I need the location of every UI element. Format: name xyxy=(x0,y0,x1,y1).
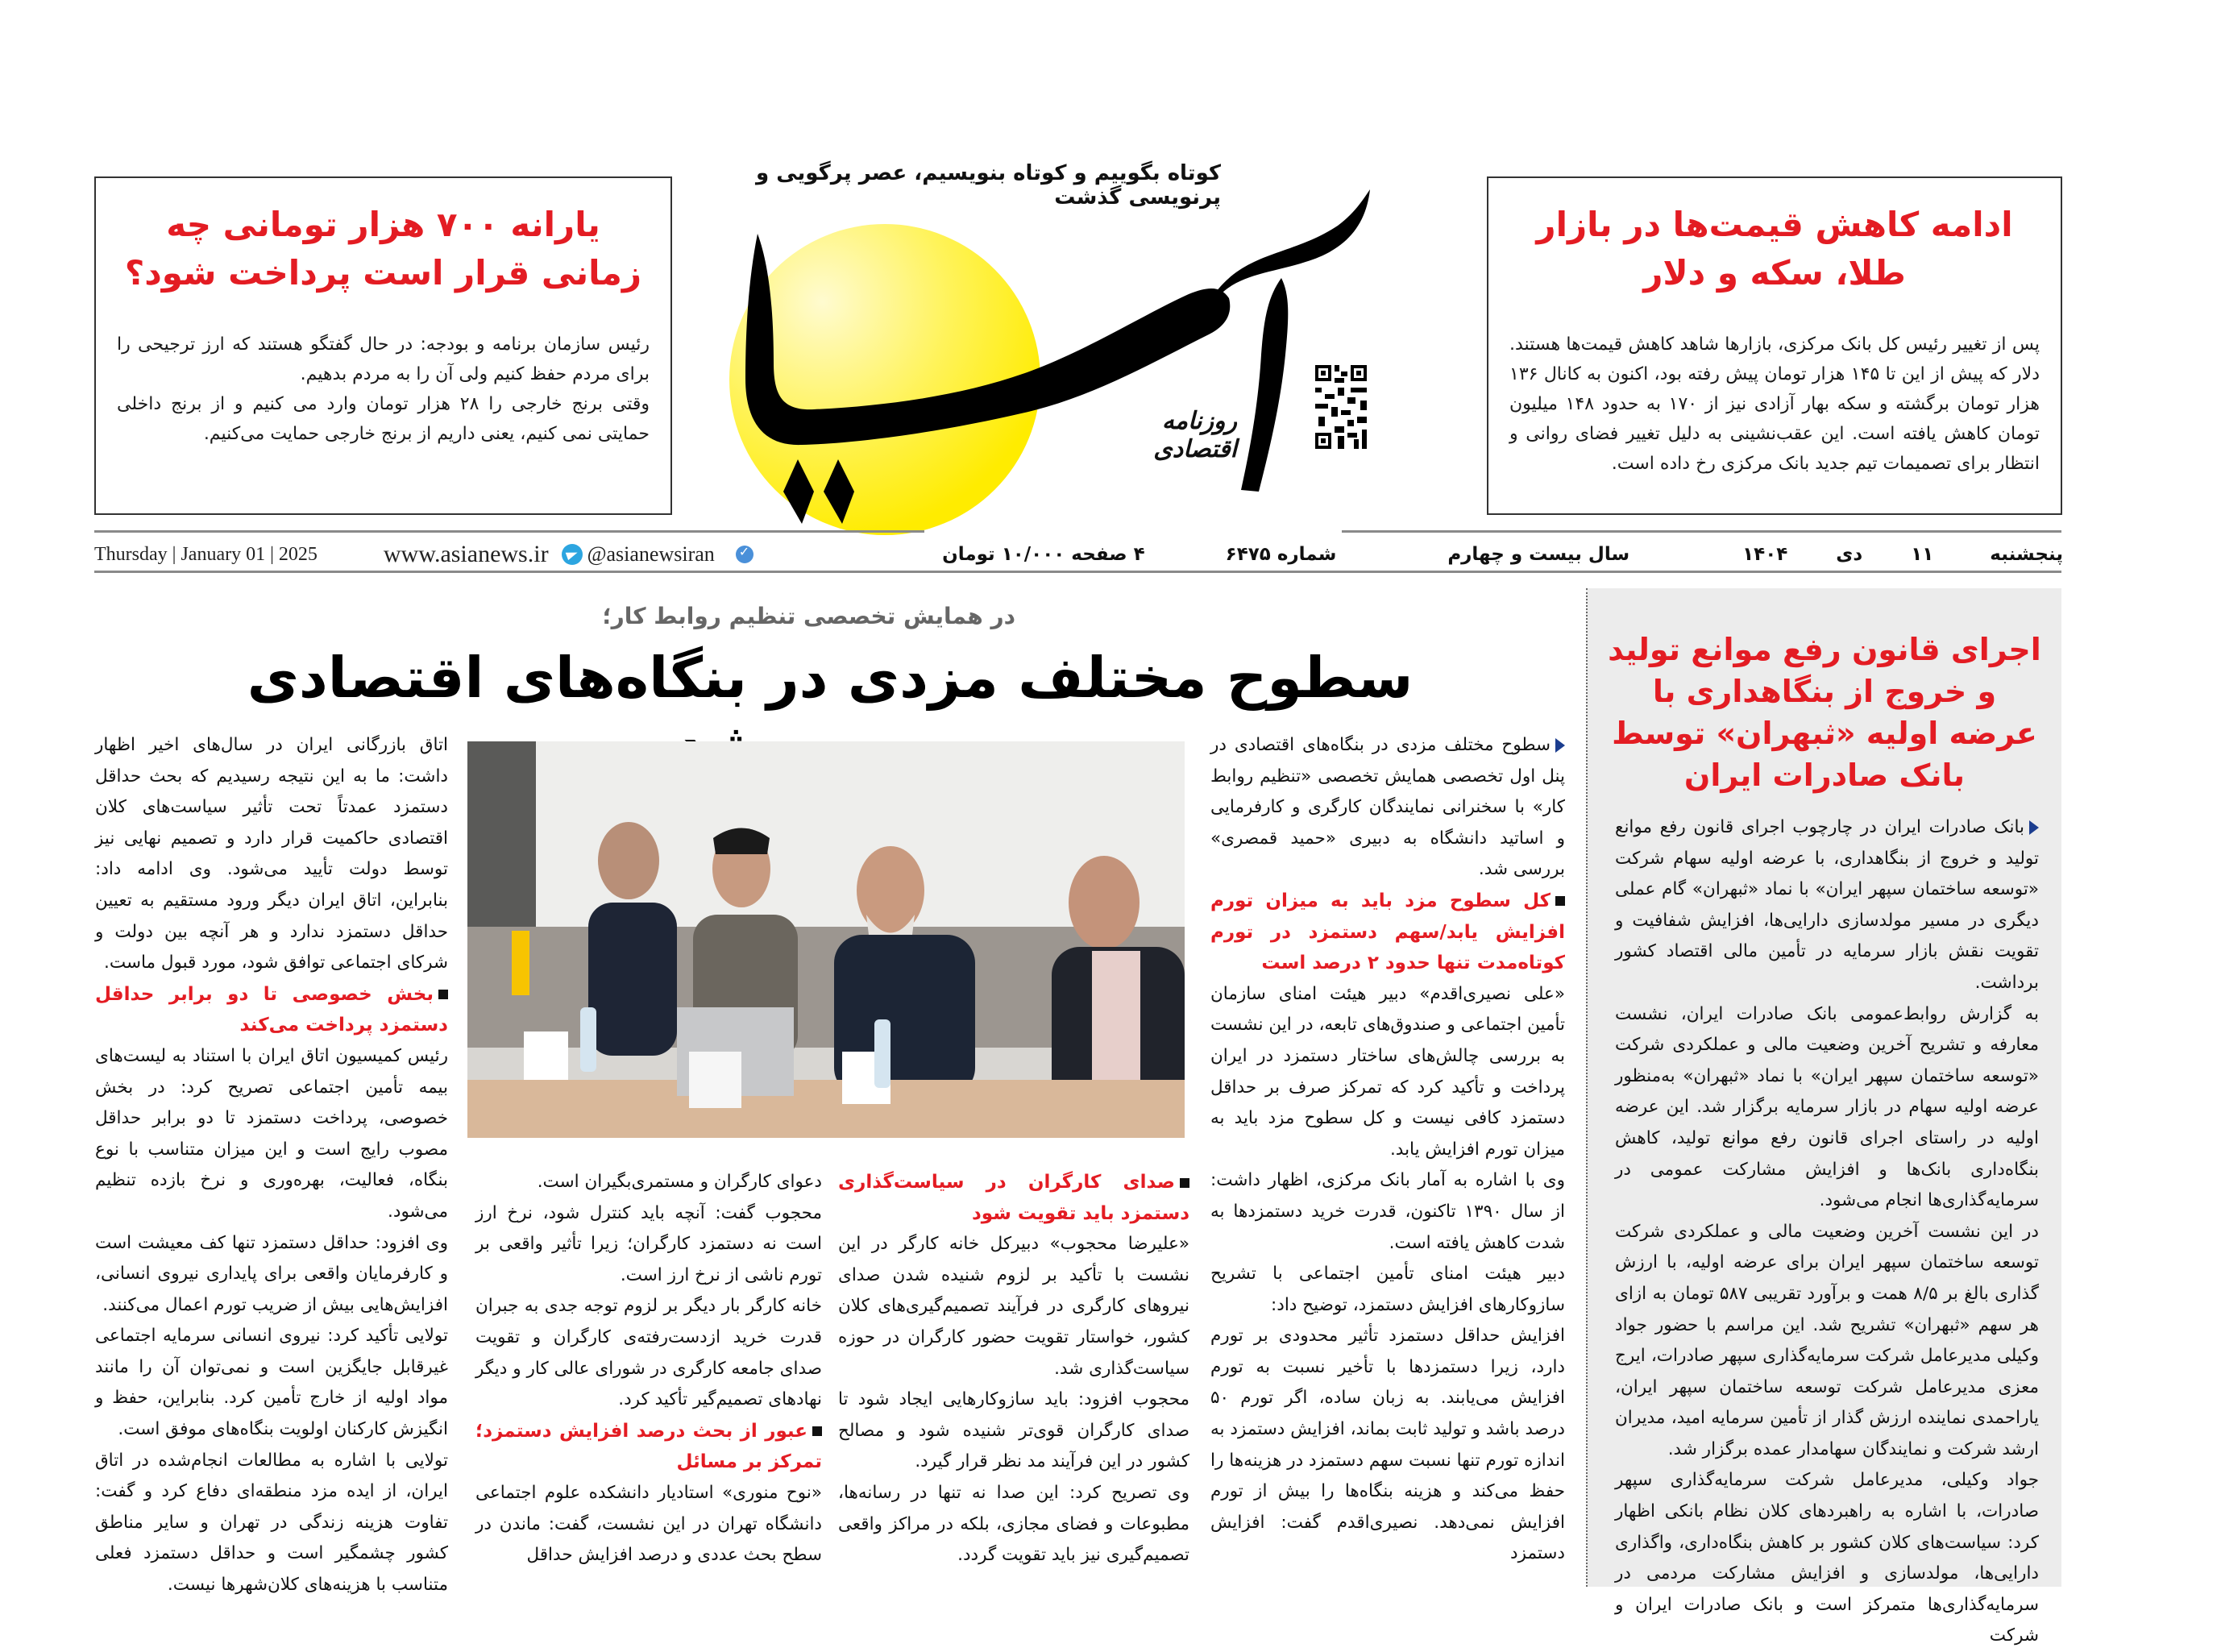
paragraph: دبیر هیئت امنای تأمین اجتماعی با تشریح سازوکارهای افزایش دستمزد، توضیح داد: xyxy=(1210,1264,1565,1315)
sidebar-title: اجرای قانون رفع موانع تولید و خروج از بنگاهداری با عرضه اولیه «ثبهران» توسط بانک صادرات ایران xyxy=(1608,632,2041,793)
panel-photo-image xyxy=(467,741,1185,1138)
logo-dot xyxy=(824,459,854,524)
qr-code-icon[interactable] xyxy=(1315,365,1367,449)
infobar-left xyxy=(94,538,753,571)
paragraph: اتاق بازرگانی ایران در سال‌های اخیر اظهار داشت: ما به این نتیجه رسیدیم که بحث حداقل دستمزد عمدتاً تحت تأثیر سیاست‌های کلان اقتصادی حاکمیت قرار دارد و تصمیم نهایی نیز توسط دولت تأیید می‌شود. وی ادامه داد: بنابراین، اتاق ایران دیگر ورود مستقیم به تعیین حداقل دستمزد ندارد و هر آنچه بین دولت و شرکای اجتماعی توافق شود، مورد قبول ماست. xyxy=(95,735,448,973)
verified-badge-icon xyxy=(736,546,753,563)
box-title: ادامه کاهش قیمت‌ها در بازار طلا، سکه و دلار xyxy=(1536,205,2013,293)
paragraph: تولایی تأکید کرد: نیروی انسانی سرمایه اجتماعی غیرقابل جایگزین است و نمی‌توان آن را مانند مواد اولیه از خارج تأمین کرد. بنابراین، حفظ و انگیزش کارکنان اولویت بنگاه‌های موفق است. xyxy=(95,1326,448,1440)
news-box-subsidy[interactable] xyxy=(94,176,672,515)
subheading: کل سطوح مزد باید به میزان تورم افزایش یابد/سهم دستمزد در تورم کوتاه‌مدت تنها حدود ۲ درصد است xyxy=(1210,890,1565,974)
paragraph: «نوح منوری» استادیار دانشکده علوم اجتماعی دانشگاه تهران در این نشست، گفت: ماندن در سطح بحث عددی و درصد افزایش حداقل xyxy=(475,1482,822,1566)
logo-subtitle: روزنامه اقتصادی xyxy=(1153,407,1237,463)
box-paragraph: وقتی برنج خارجی را ۲۸ هزار تومان وارد می کنیم و از برنج داخلی حمایتی نمی کنیم، یعنی داریم از برنج خارجی حمایت می‌کنیم. xyxy=(117,394,650,444)
subhead-square-icon xyxy=(1180,1178,1189,1188)
day: ۱۱ xyxy=(1911,544,1934,565)
telegram-handle[interactable]: @asianewsiran xyxy=(587,542,715,566)
box-body xyxy=(117,330,650,449)
infobar-right xyxy=(942,538,2063,571)
date-english: Thursday | January 01 | 2025 xyxy=(94,543,318,565)
pages-price: ۴ صفحه ۱۰/۰۰۰ تومان xyxy=(942,544,1145,565)
month: دی xyxy=(1836,544,1863,565)
paragraph: وی با اشاره به آمار بانک مرکزی، اظهار داشت: از سال ۱۳۹۰ تاکنون، قدرت خرید دستمزدها به شدت کاهش یافته است. xyxy=(1210,1170,1566,1253)
sidebar-body xyxy=(1588,812,2061,1652)
paragraph: بانک صادرات ایران در چارچوب اجرای قانون رفع موانع تولید و خروج از بنگاهداری، با عرضه اولیه سهام شرکت «توسعه ساختمان سپهر ایران» با نماد «ثبهران» گام عملی دیگری در مسیر مولدسازی دارایی‌ها، افزایش شفافیت و تقویت نقش بازار سرمایه در تأمین مالی اقتصاد کشور برداشت. xyxy=(1615,817,2039,993)
telegram-icon[interactable] xyxy=(562,544,583,565)
top-rule xyxy=(1342,530,2061,533)
sidebar-article[interactable] xyxy=(1586,588,2061,1646)
paragraph: محجوب گفت: آنچه باید کنترل شود، نرخ ارز است نه دستمزد کارگران؛ زیرا تأثیر واقعی بر تورم ناشی از نرخ ارز است. xyxy=(475,1202,822,1285)
article-column-3 xyxy=(475,1167,822,1571)
paragraph: «علی نصیری‌اقدم» دبیر هیئت امنای سازمان تأمین اجتماعی و صندوق‌های تابعه، در این نشست به بررسی چالش‌های ساختار دستمزد در ایران پرداخت و تأکید کرد که تمرکز صرف بر حداقل دستمزد کافی نیست و کل سطوح مزد باید به میزان تورم افزایش یابد. xyxy=(1210,983,1565,1160)
subheading: بخش خصوصی تا دو برابر حداقل دستمزد پرداخت می‌کند xyxy=(95,983,448,1036)
paragraph: خانه کارگر بار دیگر بر لزوم توجه جدی به جبران قدرت خرید ازدست‌رفته‌ی کارگران و تقویت صدای جامعه کارگری در شورای عالی کار و دیگر نهادهای تصمیم‌گیر تأکید کرد. xyxy=(475,1296,822,1410)
paragraph: وی تصریح کرد: این صدا نه تنها در رسانه‌ها، مطبوعات و فضای مجازی، بلکه در مراکز واقعی تصمیم‌گیری نیز باید تقویت گردد. xyxy=(838,1482,1189,1566)
bottom-rule xyxy=(94,571,2061,573)
article-column-2 xyxy=(838,1167,1189,1571)
weekday: پنجشنبه xyxy=(1990,544,2063,565)
issue-number: شماره ۶۴۷۵ xyxy=(1225,544,1337,565)
article-column-4 xyxy=(95,730,448,1601)
box-title: یارانه ۷۰۰ هزار تومانی چه زمانی قرار است پرداخت شود؟ xyxy=(124,205,642,293)
subhead-square-icon xyxy=(812,1426,822,1436)
article-column-1 xyxy=(1210,730,1565,1570)
logo-alef xyxy=(1241,278,1288,492)
subhead-square-icon xyxy=(1555,896,1565,906)
subheading: صدای کارگران در سیاست‌گذاری دستمزد باید تقویت شود xyxy=(838,1172,1189,1224)
box-body: پس از تغییر رئیس کل بانک مرکزی، بازارها شاهد کاهش قیمت‌ها هستند. دلار که پیش از این تا ۱۴۵ هزار تومان پیش رفته بود، اکنون به کانال ۱۳۶ هزار تومان برگشته و سکه بهار آزادی نیز از ۱۷۰ به حدود ۱۴۸ میلیون تومان کاهش یافته است. این عقب‌نشینی به دلیل تغییر فضای روانی و انتظار برای تصمیمات تیم جدید بانک مرکزی رخ داده است. xyxy=(1509,334,2040,474)
paragraph: «علیرضا محجوب» دبیرکل خانه کارگر در این نشست با تأکید بر لزوم شنیده شدن صدای نیروهای کارگری در فرآیند تصمیم‌گیری‌های کلان کشور، خواستار تقویت حضور کارگران در حوزه سیاست‌گذاری شد. xyxy=(838,1234,1189,1379)
article-photo[interactable] xyxy=(467,741,1185,1138)
paragraph: در این نشست آخرین وضعیت مالی و عملکردی شرکت توسعه ساختمان سپهر ایران برای عرضه اولیه، با ارزش گذاری بالغ بر ۸/۵ همت و برآورد تقریبی ۵۸۷ تومان به ازای هر سهم «ثبهران» تشریح شد. این مراسم با حضور جواد وکیلی مدیرعامل شرکت سرمایه‌گذاری سپهر صادرات، ایرج معزی مدیرعامل شرکت توسعه ساختمان سپهر ایران، یاراحمدی نماینده ارزش گذار از تأمین سرمایه امید، مدیران ارشد شرکت و نمایندگان سهامدار عمده برگزار شد. xyxy=(1615,1221,2039,1459)
paragraph: محجوب افزود: باید سازوکارهایی ایجاد شود تا صدای کارگران قوی‌تر شنیده شود و مصالح کشور در این فرآیند مد نظر قرار گیرد. xyxy=(838,1389,1189,1472)
logo-madda xyxy=(1209,189,1370,302)
paragraph: وی افزود: حداقل دستمزد تنها کف معیشت است و کارفرمایان واقعی برای پایداری نیروی انسانی، افزایش‌هایی بیش از ضریب تورم اعمال می‌کنند. xyxy=(95,1232,448,1315)
lead-paragraph: سطوح مختلف مزدی در بنگاه‌های اقتصادی در پنل اول تخصصی همایش تخصصی «تنظیم روابط کار» با سخنرانی نمایندگان کارگری و کارفرمایی و اساتید دانشگاه به دبیری «حمید قمصری» بررسی شد. xyxy=(1210,735,1565,880)
website-link[interactable]: www.asianews.ir xyxy=(383,541,549,567)
top-rule xyxy=(94,530,924,533)
subheading: عبور از بحث درصد افزایش دستمزد؛ تمرکز بر مسائل xyxy=(475,1420,822,1473)
paragraph: جواد وکیلی، مدیرعامل شرکت سرمایه‌گذاری سپهر صادرات، با اشاره به راهبردهای کلان نظام بانکی اظهار کرد: سیاست‌های کلان کشور بر کاهش بنگاه‌داری، واگذاری دارایی‌ها، مولدسازی و افزایش مشارکت مردمی در سرمایه‌گذاری‌ها متمرکز است و بانک صادرات ایران و شرکت xyxy=(1615,1470,2039,1646)
paragraph: تولایی با اشاره به مطالعات انجام‌شده در اتاق ایران، از ایده مزد منطقه‌ای دفاع کرد و گفت: تفاوت هزینه زندگی در تهران و سایر مناطق کشور چشمگیر است و حداقل دستمزد فعلی متناسب با هزینه‌های کلان‌شهرها نیست. xyxy=(95,1450,448,1596)
article-headline[interactable]: سطوح مختلف مزدی در بنگاه‌های اقتصادی xyxy=(247,645,1414,711)
paragraph: به گزارش روابط‌عمومی بانک صادرات ایران، نشست معارفه و تشریح آخرین وضعیت مالی و عملکردی شرکت «توسعه ساختمان سپهر ایران» با نماد «ثبهران» به‌منظور عرضه اولیه سهام در بازار سرمایه برگزار شد. این عرضه اولیه در راستای اجرای قانون رفع موانع تولید، کاهش بنگاه‌داری بانک‌ها و افزایش مشارکت عمومی در سرمایه‌گذاری‌ها انجام می‌شود. xyxy=(1615,1003,2039,1211)
box-paragraph: رئیس سازمان برنامه و بودجه: در حال گفتگو هستند که ارز ترجیحی را برای مردم حفظ کنیم ولی آن را به مردم بدهیم. xyxy=(117,334,650,384)
news-box-gold-prices[interactable] xyxy=(1487,176,2062,515)
subhead-square-icon xyxy=(438,990,448,999)
paragraph: افزایش حداقل دستمزد تأثیر محدودی بر تورم دارد، زیرا دستمزدها با تأخیر نسبت به تورم افزایش می‌یابند. به زبان ساده، اگر تورم ۵۰ درصد باشد و تولید ثابت بماند، افزایش دستمزد به اندازه تورم تنها نسبت سهم دستمزد در هزینه‌ها را حفظ می‌کند و هزینه بنگاه‌ها را بیش از تورم افزایش نمی‌دهد. نصیری‌اقدم گفت: افزایش دستمزد xyxy=(1210,1326,1565,1564)
volume: سال بیست و چهارم xyxy=(1447,544,1630,565)
article-kicker: در همایش تخصصی تنظیم روابط کار؛ xyxy=(602,603,1015,629)
paragraph: دعوای کارگران و مستمری‌بگیران است. xyxy=(537,1172,822,1192)
bullet-arrow-icon xyxy=(2029,820,2039,835)
logo-dot xyxy=(783,459,814,524)
newspaper-logo[interactable] xyxy=(725,153,1394,540)
paragraph: رئیس کمیسیون اتاق ایران با استناد به لیست‌های بیمه تأمین اجتماعی تصریح کرد: در بخش خصوصی، پرداخت دستمزد تا دو برابر حداقل مصوب رایج است و این میزان متناسب با نوع بنگاه، فعالیت، بهره‌وری و نرخ بازده تنظیم می‌شود. xyxy=(95,1045,448,1222)
year: ۱۴۰۴ xyxy=(1742,544,1788,565)
masthead-tagline: کوتاه بگوییم و کوتاه بنویسیم، عصر پرگویی و پرنویسی گذشت xyxy=(756,161,1221,210)
bullet-arrow-icon xyxy=(1555,738,1565,753)
